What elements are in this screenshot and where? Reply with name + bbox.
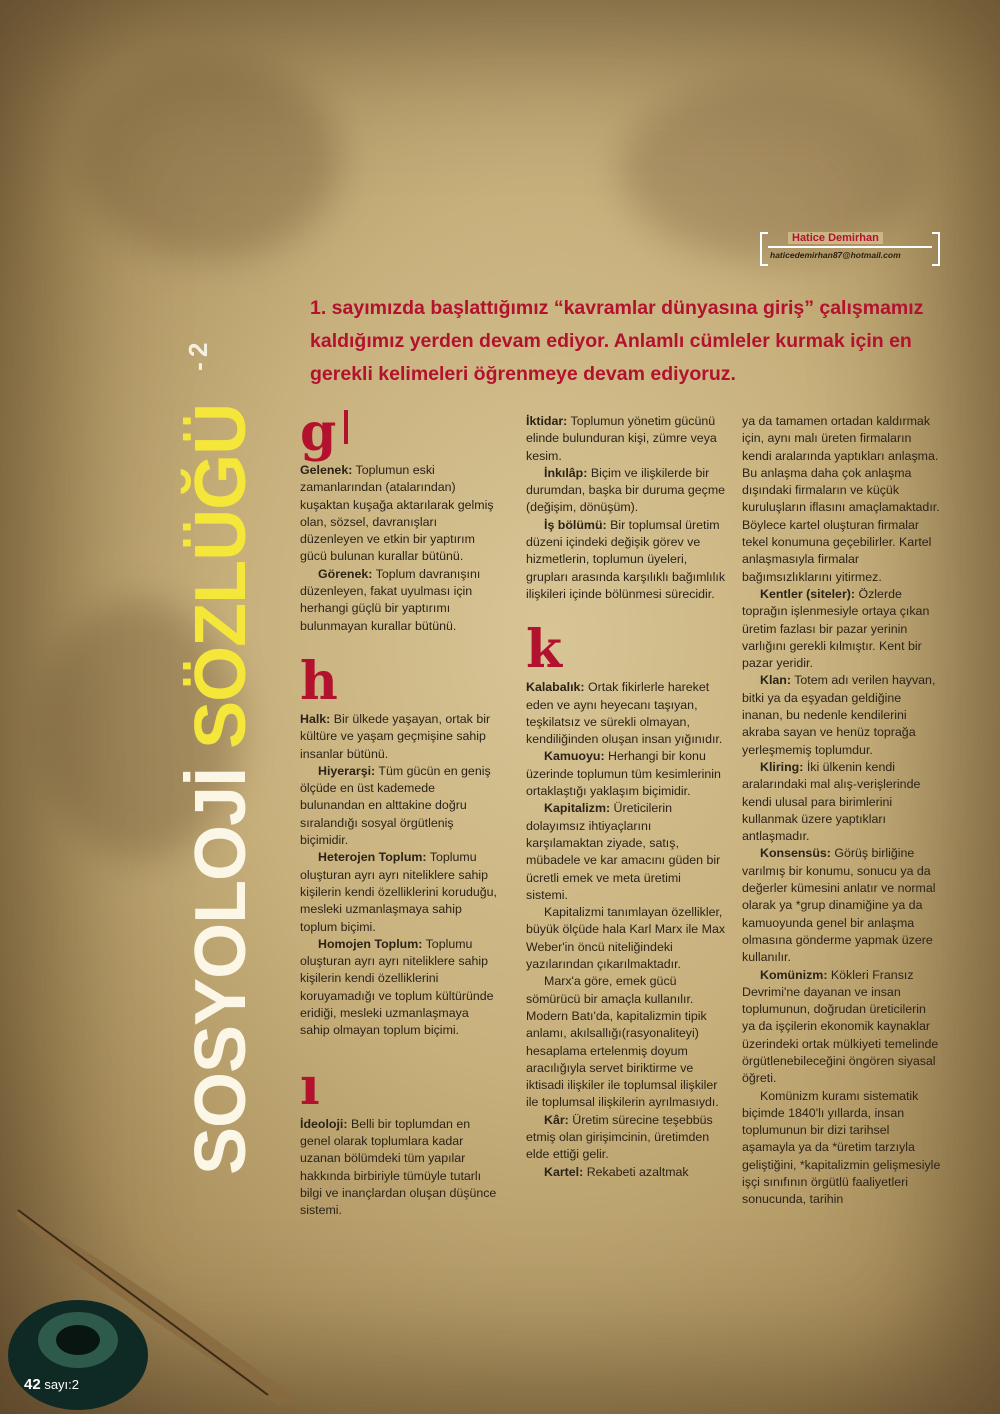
- entry: ya da tamamen ortadan kaldırmak için, aynı malı üreten firmaların kendi aralarında yaptıkları anlaşma. Bu anlaşma daha çok anlaşma dışındaki firmaların ve küçük kuruluşların iflasını amaçlamaktadır. Böylece kartel oluşturan firmalar tekel konumuna geçebilirler. Kartel anlaşmasıyla firmalar bağımsızlıklarını yitirmez.: [742, 414, 940, 584]
- entry: Görenek: Toplum davranışını düzenleyen, fakat uyulması için herhangi güçlü bir yaptırımı bulunmayan kurallar bütünü.: [300, 566, 481, 633]
- entry: Heterojen Toplum: Toplumu oluşturan ayrı ayrı niteliklere sahip kişilerin kendi özelliklerini koruduğu, mesleki uzmanlaşmaya sahip toplum biçimi.: [300, 850, 497, 934]
- entry: Komünizm kuramı sistematik biçimde 1840'lı yıllarda, insan toplumunun bir dizi tarihsel aşamayla ya da *üretim tarzıyla geliştiğini, *kapitalizmin gelişmesiyle işçi sınıfının örgütlü faaliyetleri sonucunda, tarihin: [742, 1088, 941, 1207]
- entry: Komünizm: Kökleri Fransız Devrimi'ne dayanan ve insan toplumunun, doğrudan üreticilerin ya da işçilerin ekonomik kaynaklar üzerindeki ortak mülkiyeti temelinde örgütlenebileceğini öngören siyasal öğreti.: [742, 967, 939, 1086]
- entry: Gelenek: Toplumun eski zamanlarından (atalarından) kuşaktan kuşağa aktarılarak gelmiş olan, sözsel, davranışları düzenleyen ve etkin bir yaptırım gücü bulunan kurallar bütünü.: [300, 463, 494, 564]
- section-letter-g: g: [300, 410, 500, 456]
- title-word-1: SOSYOLOJİ: [181, 767, 261, 1175]
- entry: Kliring: İki ülkenin kendi aralarındaki mal alış-verişlerinde kendi ulusal para birimlerini kullanmak üzere yaptıkları antlaşmadır.: [742, 759, 921, 844]
- section-letter-i: ı: [300, 1055, 320, 1117]
- page-number: 42: [24, 1376, 41, 1393]
- author-bracket-right: [932, 232, 940, 266]
- entry: İdeoloji: Belli bir toplumdan en genel olarak toplumlara kadar uzanan bölümdeki tüm yapılar hakkında birbiriyle tümüyle tutarlı bilgi ve inançlardan oluşan düşünce sistemi.: [300, 1116, 497, 1218]
- entry: Halk: Bir ülkede yaşayan, ortak bir kültüre ve yaşam geçmişine sahip insanlar bütünü.: [300, 711, 491, 761]
- section-letter-h: h: [300, 650, 338, 712]
- entry: İş bölümü: Bir toplumsal üretim düzeni içindeki değişik görev ve hizmetlerin, toplumun üyeleri, grupları arasında karşılıklı bağımlılık ilişkileri içinde bölünmesi sürecidir.: [526, 517, 726, 601]
- entry: Kalabalık: Ortak fikirlerle hareket eden ve aynı heyecanı taşıyan, teşkilatsız ve sürekli olmayan, kendiliğinden oluşan insan yığınıdır.: [526, 680, 723, 747]
- entry: Marx'a göre, emek gücü sömürücü bir amaçla kullanılır. Modern Batı'da, kapitalizmin tipik anlamı, akılsallığı(rasyonaliteyi) hesaplama ertelenmiş doyum aracılığıyla servet biriktirme ve iktisadi ilişkiler ile toplumsal ilişkiler ile toplumsal ilişkilerin ayrılmasıydı.: [526, 974, 719, 1110]
- inkwell-opening: [56, 1325, 100, 1355]
- column-1: [300, 402, 500, 1219]
- entry: Konsensüs: Görüş birliğine varılmış bir konumu, sonucu ya da değerler kümesini anlatır ve normal olarak ya *grup dinamiğine ya da kamuoyunda genel bir anlaşma olmasına gönderme yapmak üzere kullanılır.: [742, 846, 936, 965]
- entry: İnkılâp: Biçim ve ilişkilerde bir durumdan, başka bir duruma geçme (değişim, dönüşüm).: [526, 465, 726, 515]
- author-email: haticedemirhan87@hotmail.com: [770, 250, 901, 260]
- intro-text: 1. sayımızda başlattığımız “kavramlar dünyasına giriş” çalışmamız kaldığımız yerden devam ediyor. Anlamlı cümleler kurmak için en gerekli kelimeleri öğrenmeye devam ediyoruz.: [310, 297, 924, 385]
- entry: İktidar: Toplumun yönetim gücünü elinde bulunduran kişi, zümre veya kesim.: [526, 414, 717, 463]
- entry: Klan: Totem adı verilen hayvan, bitki ya da eşyadan geldiğine inanan, bu nedenle kendilerini akraba sayan ve henüz toprağa yerleşmemiş toplumdur.: [742, 673, 936, 757]
- entry: Kapitalizm: Üreticilerin dolayımsız ihtiyaçlarını karşılamaktan ziyade, satış, mübadele ve kar amacını güden bir ücretli emek ve meta üretimi sistemi.: [526, 801, 721, 902]
- entry: Homojen Toplum: Toplumu oluşturan ayrı ayrı niteliklere sahip kişilerin kendi özelliklerini koruyamadığı ve toplum kültüründe eridiği, mesleki uzmanlaşmaya sahip olmayan toplum biçimi.: [300, 936, 494, 1038]
- author-credit: [760, 228, 940, 268]
- entry: Kâr: Üretim sürecine teşebbüs etmiş olan girişimcinin, üretimden elde ettiği gelir.: [526, 1112, 713, 1162]
- entry: Kapitalizmi tanımlayan özellikler, büyük ölçüde hala Karl Marx ile Max Weber'in öncü niteliğindeki yazılarından çıkarılmaktadır.: [526, 905, 726, 972]
- paper-stain: [80, 60, 340, 260]
- entry: Kentler (siteler): Özlerde toprağın işlenmesiyle ortaya çıkan üretim fazlası bir pazar yerinin varlığını gerekli kılmıştır. Kent bir pazar yeridir.: [742, 586, 930, 671]
- title-part: - 2: [183, 343, 213, 371]
- magazine-issue: sayı:2: [44, 1377, 79, 1392]
- entry: Hiyerarşi: Tüm gücün en geniş ölçüde en üst kademede bulunandan en alttakine doğru sıralandığı sosyal örgütleniş biçimidir.: [300, 763, 491, 848]
- entry: Kartel: Rekabeti azaltmak: [544, 1164, 689, 1179]
- page-title: [181, 343, 261, 1175]
- author-rule: [768, 246, 932, 248]
- author-bracket-left: [760, 232, 768, 266]
- title-word-2: SÖZLÜĞÜ: [181, 403, 261, 749]
- entry: Kamuoyu: Herhangi bir konu üzerinde toplumun tüm kesimlerinin ortaklaştığı yaklaşım biçimidir.: [526, 749, 721, 799]
- column-3: [742, 413, 942, 1209]
- page-folio: [24, 1376, 79, 1393]
- section-letter-k: k: [526, 619, 563, 681]
- author-name: Hatice Demirhan: [788, 232, 883, 244]
- column-2: [526, 413, 726, 1181]
